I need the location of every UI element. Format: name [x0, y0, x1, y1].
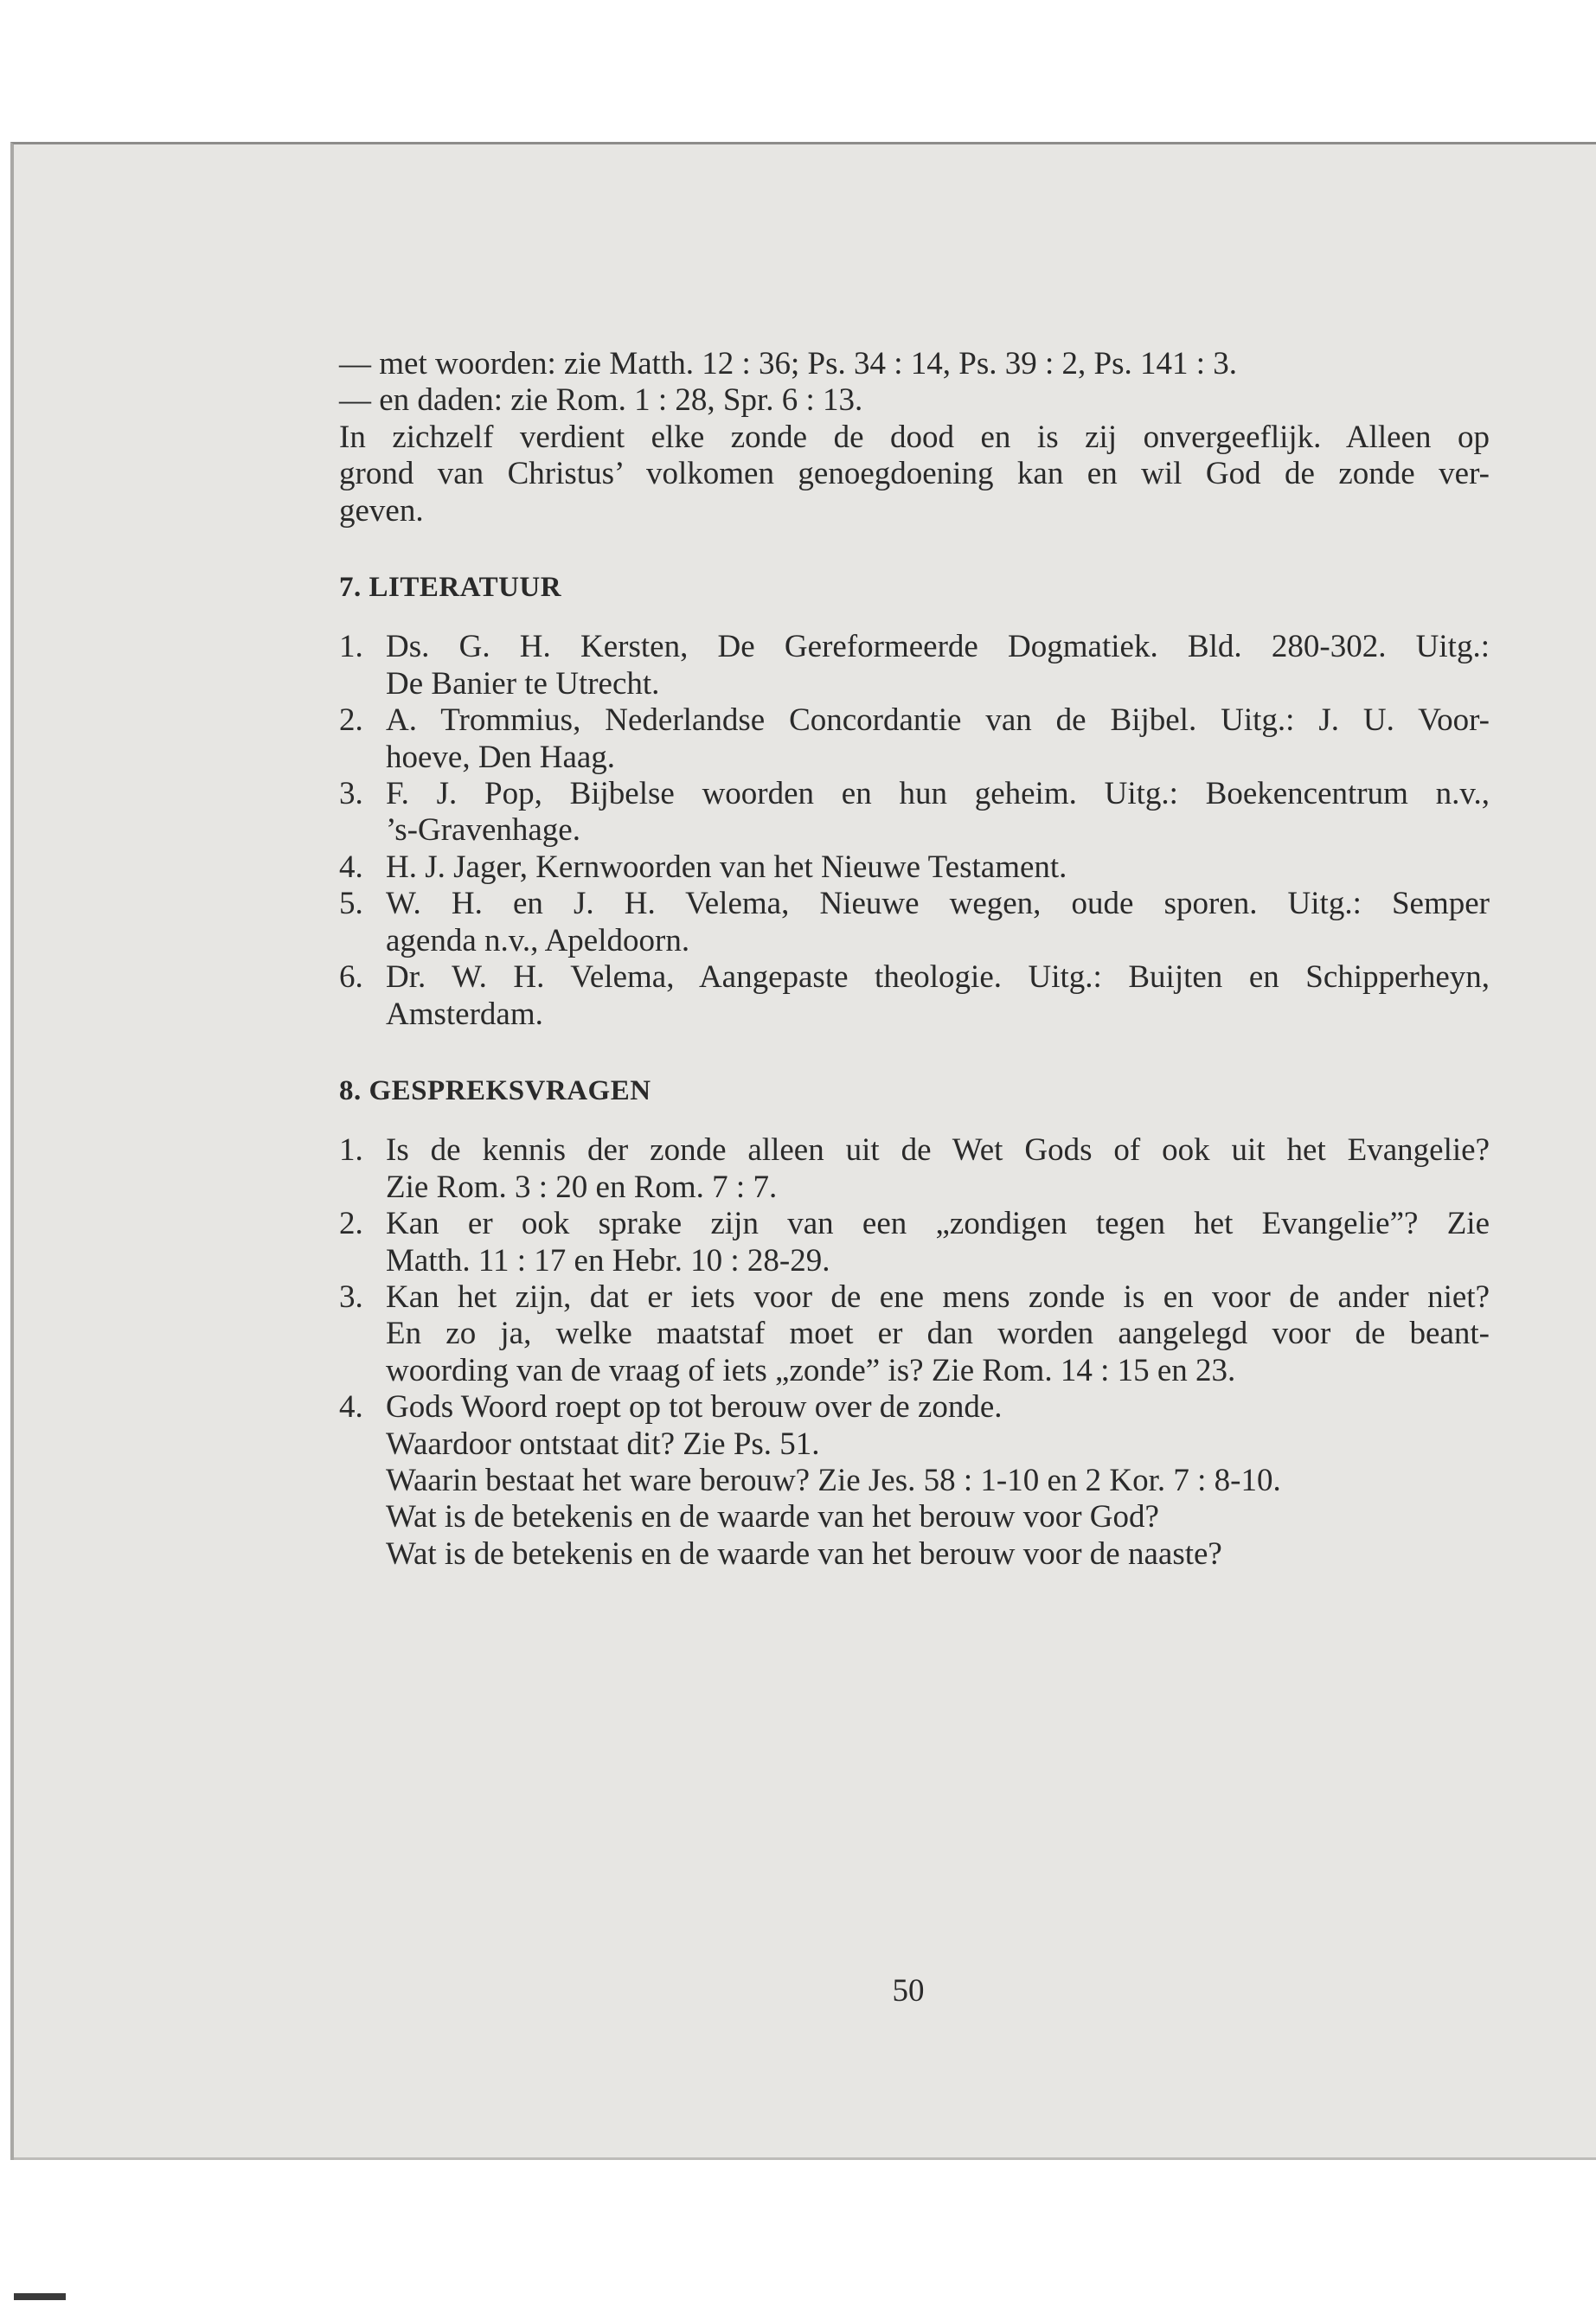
item-number: 5. — [339, 886, 363, 922]
text-line: — en daden: zie Rom. 1 : 28, Spr. 6 : 13. — [339, 382, 863, 419]
item-number: 2. — [339, 702, 363, 739]
text-line: W. H. en J. H. Velema, Nieuwe wegen, oude sporen. Uitg.: Semper — [386, 886, 1490, 922]
text-line: ’s-Gravenhage. — [386, 812, 580, 849]
text-line: De Banier te Utrecht. — [386, 665, 660, 702]
intro-paragraph — [339, 346, 1490, 529]
text-line: A. Trommius, Nederlandse Concordantie van de Bijbel. Uitg.: J. U. Voor- — [386, 702, 1490, 739]
item-number: 4. — [339, 1389, 363, 1426]
text-line: Kan er ook sprake zijn van een „zondigen tegen het Evangelie”? Zie — [386, 1206, 1490, 1242]
list-item — [339, 1279, 1490, 1389]
section-heading-literatuur: 7. LITERATUUR — [339, 572, 562, 604]
item-number: 6. — [339, 959, 363, 996]
text-line: grond van Christus’ volkomen genoegdoening kan en wil God de zonde ver- — [339, 456, 1490, 492]
list-item — [339, 629, 1490, 702]
text-line: Waardoor ontstaat dit? Zie Ps. 51. — [386, 1426, 820, 1462]
list-item — [339, 1206, 1490, 1279]
text-line: H. J. Jager, Kernwoorden van het Nieuwe Testament. — [386, 849, 1067, 885]
text-line: geven. — [339, 492, 424, 529]
discussion-questions-list — [339, 1132, 1490, 1573]
item-number: 3. — [339, 1279, 363, 1315]
text-line: Gods Woord roept op tot berouw over de zonde. — [386, 1389, 1003, 1426]
text-line: Zie Rom. 3 : 20 en Rom. 7 : 7. — [386, 1169, 778, 1205]
list-item — [339, 776, 1490, 849]
section-heading-gespreksvragen: 8. GESPREKSVRAGEN — [339, 1074, 651, 1106]
text-line: Is de kennis der zonde alleen uit de Wet Gods of ook uit het Evangelie? — [386, 1132, 1490, 1169]
text-line: En zo ja, welke maatstaf moet er dan worden aangelegd voor de beant- — [386, 1316, 1490, 1352]
text-line: Wat is de betekenis en de waarde van het berouw voor God? — [386, 1499, 1159, 1535]
text-line: In zichzelf verdient elke zonde de dood en is zij onvergeeflijk. Alleen op — [339, 419, 1490, 455]
text-line: Ds. G. H. Kersten, De Gereformeerde Dogmatiek. Bld. 280-302. Uitg.: — [386, 629, 1490, 665]
page-number: 50 — [892, 1973, 925, 2009]
text-line: Amsterdam. — [386, 996, 543, 1032]
text-line: Wat is de betekenis en de waarde van het berouw voor de naaste? — [386, 1535, 1222, 1572]
list-item — [339, 702, 1490, 776]
text-line: Waarin bestaat het ware berouw? Zie Jes. 58 : 1-10 en 2 Kor. 7 : 8-10. — [386, 1462, 1281, 1498]
text-line: agenda n.v., Apeldoorn. — [386, 922, 690, 958]
list-item — [339, 886, 1490, 959]
list-item — [339, 849, 1490, 886]
page-text-column — [339, 346, 1490, 1573]
item-number: 2. — [339, 1206, 363, 1242]
text-line: F. J. Pop, Bijbelse woorden en hun geheim. Uitg.: Boekencentrum n.v., — [386, 776, 1490, 812]
literature-list — [339, 629, 1490, 1032]
item-number: 3. — [339, 776, 363, 812]
list-item — [339, 959, 1490, 1033]
item-number: 1. — [339, 629, 363, 665]
text-line: Dr. W. H. Velema, Aangepaste theologie. Uitg.: Buijten en Schipperheyn, — [386, 959, 1490, 996]
page-edge — [14, 2293, 66, 2300]
text-line: Matth. 11 : 17 en Hebr. 10 : 28-29. — [386, 1242, 830, 1279]
text-line: woording van de vraag of iets „zonde” is? Zie Rom. 14 : 15 en 23. — [386, 1352, 1236, 1388]
item-number: 1. — [339, 1132, 363, 1169]
item-number: 4. — [339, 849, 363, 885]
list-item — [339, 1389, 1490, 1573]
text-line: hoeve, Den Haag. — [386, 739, 616, 775]
list-item — [339, 1132, 1490, 1206]
text-line: — met woorden: zie Matth. 12 : 36; Ps. 34 : 14, Ps. 39 : 2, Ps. 141 : 3. — [339, 346, 1238, 381]
text-line: Kan het zijn, dat er iets voor de ene mens zonde is en voor de ander niet? — [386, 1279, 1490, 1315]
